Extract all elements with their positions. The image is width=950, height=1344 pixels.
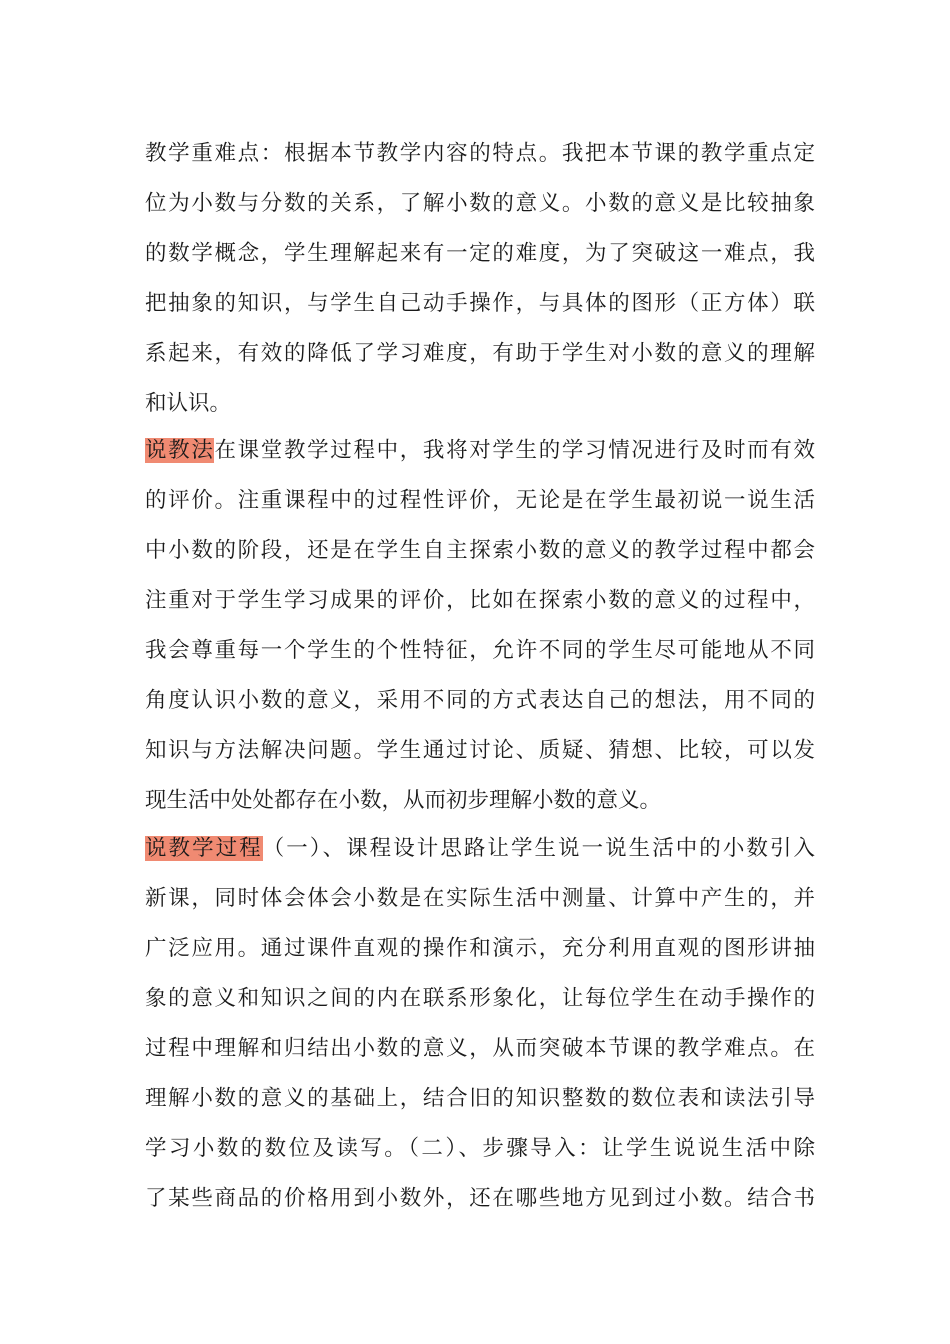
paragraph-first-line [145,431,815,471]
text-line: 中小数的阶段，还是在学生自主探索小数的意义的教学过程中都会 [145,538,815,563]
text-line: 广泛应用。通过课件直观的操作和演示，充分利用直观的图形讲抽 [145,936,815,961]
text-line: 我会尊重每一个学生的个性特征，允许不同的学生尽可能地从不同 [145,638,815,663]
text-line: 象的意义和知识之间的内在联系形象化，让每位学生在动手操作的 [145,986,815,1011]
text-line: 系起来，有效的降低了学习难度，有助于学生对小数的意义的理解 [145,341,815,366]
text-line: 过程中理解和归结出小数的意义，从而突破本节课的教学难点。在 [145,1036,815,1061]
paragraph-first-line [145,829,815,869]
text-run: （一）、课程设计思路让学生说一说生活中的小数引入 [262,836,815,861]
text-line: 把抽象的知识，与学生自己动手操作，与具体的图形（正方体）联 [145,291,815,316]
text-line: 新课，同时体会体会小数是在实际生活中测量、计算中产生的，并 [145,886,815,911]
text-line: 教学重难点：根据本节教学内容的特点。我把本节课的教学重点定 [145,141,815,166]
text-line: 角度认识小数的意义，采用不同的方式表达自己的想法，用不同的 [145,688,815,713]
highlighted-heading-teaching-process: 说教学过程 [145,836,263,861]
text-line: 知识与方法解决问题。学生通过讨论、质疑、猜想、比较，可以发 [145,738,815,763]
text-line: 的评价。注重课程中的过程性评价，无论是在学生最初说一说生活 [145,488,815,513]
text-line: 了某些商品的价格用到小数外，还在哪些地方见到过小数。结合书 [145,1186,815,1211]
text-line: 注重对于学生学习成果的评价，比如在探索小数的意义的过程中， [145,588,815,613]
text-line: 现生活中处处都存在小数，从而初步理解小数的意义。 [145,788,662,813]
highlighted-heading-teaching-method: 说教法 [145,438,215,463]
text-line: 位为小数与分数的关系，了解小数的意义。小数的意义是比较抽象 [145,191,815,216]
text-line: 理解小数的意义的基础上，结合旧的知识整数的数位表和读法引导 [145,1086,815,1111]
text-line: 学习小数的数位及读写。（二）、步骤导入：让学生说说生活中除 [145,1136,815,1161]
text-run: 在课堂教学过程中，我将对学生的学习情况进行及时而有效 [214,438,815,463]
text-line: 的数学概念，学生理解起来有一定的难度，为了突破这一难点，我 [145,241,815,266]
text-line: 和认识。 [145,391,232,416]
